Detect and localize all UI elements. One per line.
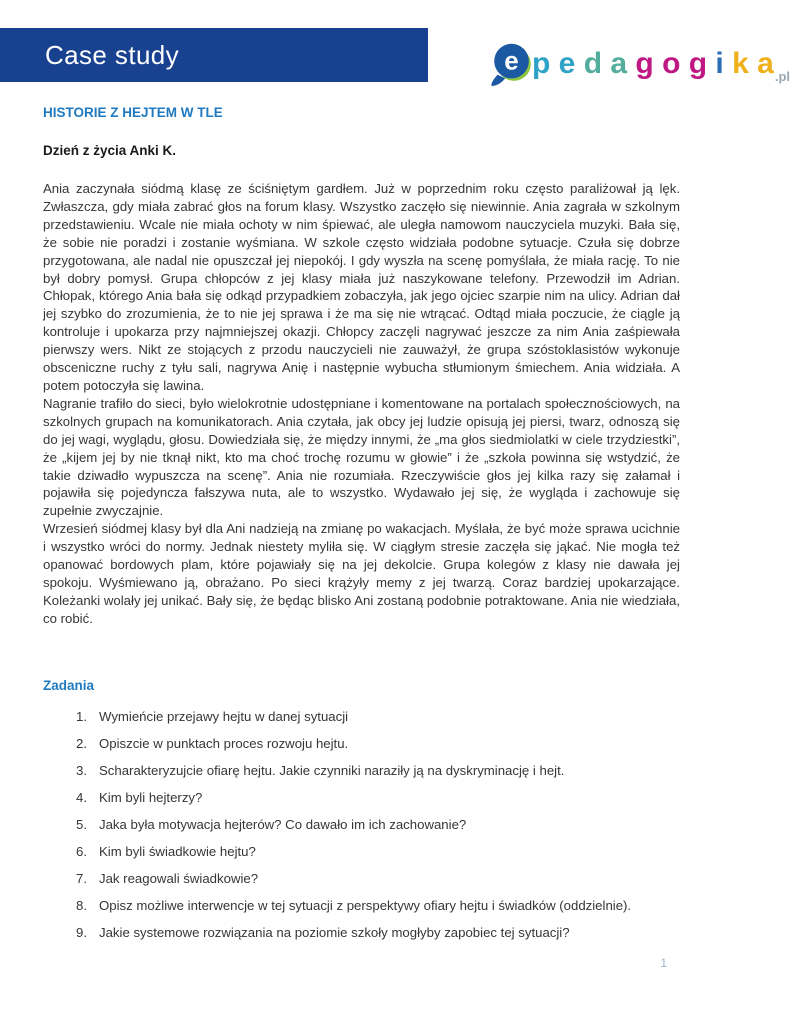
task-item bbox=[43, 757, 680, 784]
story-paragraph-3: Wrzesień siódmej klasy był dla Ani nadzieją na zmianę po wakacjach. Myślała, że być może sprawa ucichnie i wszystko wróci do normy. Jednak niestety myliła się. W ciągłym stresie zaczęła się jąkać. Nie mogła też opanować bordowych plam, które pojawiały się na jej dekolcie. Grupa kolegów z klasy nie dawała jej spokoju. Wyśmiewano ją, obrażano. Po sieci krążyły memy z jej twarzą. Coraz bardziej upokarzające. Koleżanki wolały jej unikać. Bały się, że będąc blisko Ani zostaną podobnie potraktowane. Ania nie wiedziała, co robić. bbox=[43, 521, 680, 626]
page-number: 1 bbox=[660, 956, 667, 970]
story-subheading: Dzień z życia Anki K. bbox=[43, 143, 177, 158]
logo-letter: i bbox=[715, 47, 724, 80]
task-number: 5. bbox=[76, 816, 87, 832]
page-title: Case study bbox=[45, 39, 180, 70]
logo-wordmark bbox=[532, 49, 774, 79]
logo-letter: e bbox=[558, 47, 576, 80]
task-number: 3. bbox=[76, 762, 87, 778]
task-number: 6. bbox=[76, 843, 87, 859]
tasks-section bbox=[43, 678, 680, 946]
task-item bbox=[43, 865, 680, 892]
task-text: Jak reagowali świadkowie? bbox=[99, 870, 259, 886]
logo-badge-letter: e bbox=[504, 45, 519, 76]
task-number: 1. bbox=[76, 708, 87, 724]
task-item bbox=[43, 811, 680, 838]
task-text: Kim byli hejterzy? bbox=[99, 789, 203, 805]
task-text: Jakie systemowe rozwiązania na poziomie szkoły mogłyby zapobiec tej sytuacji? bbox=[99, 924, 570, 940]
story-heading: HISTORIE Z HEJTEM W TLE bbox=[43, 105, 223, 120]
task-item bbox=[43, 892, 680, 919]
logo-e-speech-bubble-icon bbox=[487, 38, 537, 90]
task-item bbox=[43, 703, 680, 730]
tasks-heading: Zadania bbox=[43, 677, 95, 693]
logo-tld: .pl bbox=[774, 69, 790, 84]
task-text: Opisz możliwe interwencje w tej sytuacji z perspektywy ofiary hejtu i świadków (oddzielnie). bbox=[99, 897, 632, 913]
logo-letter: a bbox=[610, 47, 628, 80]
task-text: Kim byli świadkowie hejtu? bbox=[99, 843, 256, 859]
logo-letter: g bbox=[688, 47, 708, 80]
task-item bbox=[43, 730, 680, 757]
epedagogika-logo bbox=[487, 38, 790, 90]
task-text: Opiszcie w punktach proces rozwoju hejtu. bbox=[99, 735, 349, 751]
story-paragraph-2: Nagranie trafiło do sieci, było wielokrotnie udostępniane i komentowane na portalach społecznościowych, na szkolnych grupach na komunikatorach. Ania czytała, jak obcy jej ludzie opisują jej piersi, twarz, odnoszą się do jej wagi, wyglądu, głosu. Dowiedziała się, że między innymi, że „ma głos siedmiolatki w ciele trzydziestki”, że „kijem jej by nie tknął nikt, kto ma choć trochę rozumu w głowie” i że „szkoła powinna się wstydzić, że takie dziwadło wypuszcza na scenę”. Ania nie rozumiała. Rzeczywiście głos jej kilka razy się załamał i pojawiła się pojedyncza fałszywa nuta, ale to wszystko. Wydawało jej się, że wygląda i zachowuje się zupełnie zwyczajnie. bbox=[43, 395, 680, 519]
task-list bbox=[43, 703, 680, 946]
task-text: Wymieńcie przejawy hejtu w danej sytuacji bbox=[99, 708, 349, 724]
task-item bbox=[43, 784, 680, 811]
story-text bbox=[43, 180, 680, 628]
logo-letter: a bbox=[757, 47, 774, 80]
title-banner bbox=[0, 28, 428, 82]
task-text: Scharakteryzujcie ofiarę hejtu. Jakie czynniki naraziły ją na dyskryminację i hejt. bbox=[99, 762, 565, 778]
logo-letter: g bbox=[635, 47, 654, 80]
task-number: 2. bbox=[76, 735, 87, 751]
logo-letter: k bbox=[732, 47, 749, 80]
task-item bbox=[43, 919, 680, 946]
logo-letter: p bbox=[532, 47, 551, 80]
task-number: 8. bbox=[76, 897, 87, 913]
task-number: 4. bbox=[76, 789, 87, 805]
task-text: Jaka była motywacja hejterów? Co dawało im ich zachowanie? bbox=[99, 816, 467, 832]
task-number: 7. bbox=[76, 870, 87, 886]
story-paragraph-1: Ania zaczynała siódmą klasę ze ściśniętym gardłem. Już w poprzednim roku często paraliżował ją lęk. Zwłaszcza, gdy miała zabrać głos na forum klasy. Wszystko zaczęło się niewinnie. Ania zagrała w szkolnym przedstawieniu. Wcale nie miała ochoty w nim śpiewać, ale uległa namowom nauczyciela muzyki. Bała się, że sobie nie poradzi i zostanie wyśmiana. W szkole często widziała podobne sytuacje. Czuła się dobrze przygotowana, ale nadal nie opuszczał jej niepokój. I gdy wyszła na scenę pomyślała, że miała rację. To nie był dobry pomysł. Grupa chłopców z jej klasy miała już naszykowane telefony. Przewodził im Adrian. Chłopak, którego Ania bała się odkąd przypadkiem zobaczyła, jak jego ojciec szarpie nim na ulicy. Adrian dał jej szybko do zrozumienia, że to nie jej sprawa i że ma się nie wtrącać. Odtąd miała poczucie, że ciągle ją kontroluje i upokarza przy najmniejszej okazji. Chłopcy zaczęli nagrywać jeszcze za nim Ania zaśpiewała pierwszy wers. Nikt ze stojących z przodu nauczycieli nie zauważył, że grupa szóstoklasistów wykonuje obsceniczne ruchy z tyłu sali, nagrywa Anię i następnie wybucha stłumionym śmiechem. Ania widziała. A potem potoczyła się lawina. bbox=[43, 181, 680, 393]
task-number: 9. bbox=[76, 924, 87, 940]
logo-letter: o bbox=[662, 47, 681, 80]
document-body bbox=[43, 105, 680, 946]
logo-letter: d bbox=[583, 47, 603, 80]
task-item bbox=[43, 838, 680, 865]
